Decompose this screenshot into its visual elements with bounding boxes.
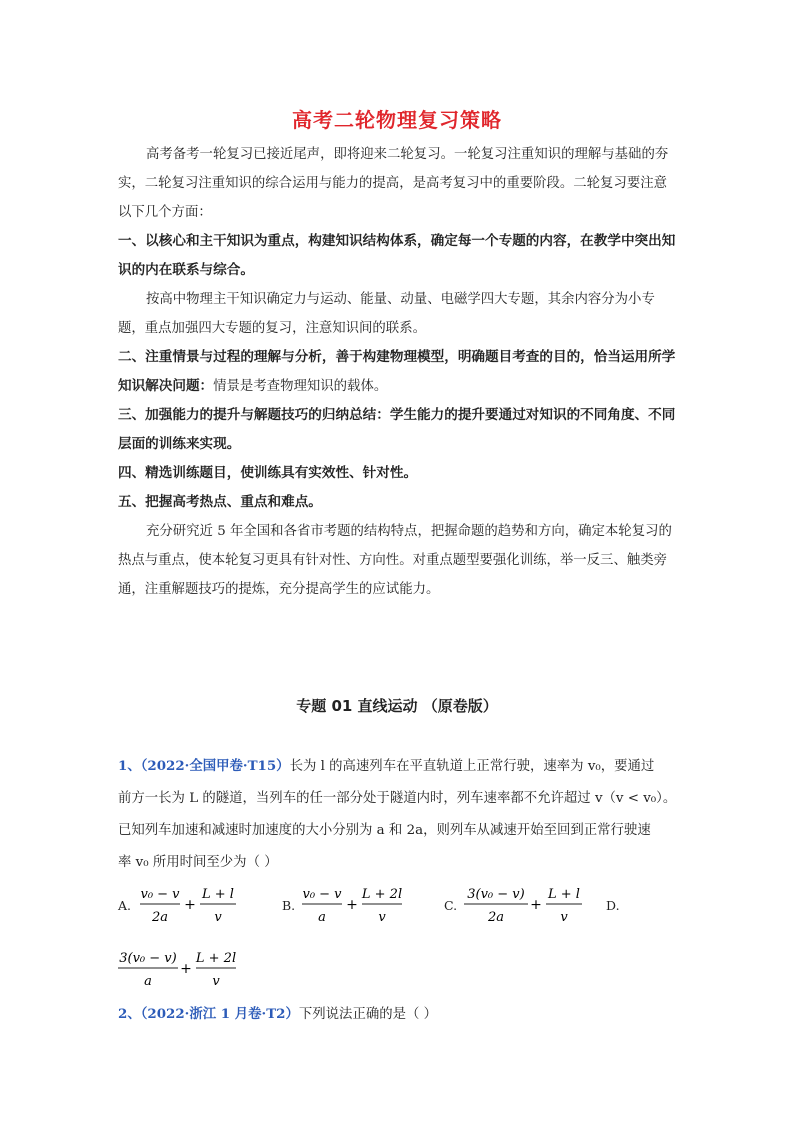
option-c-label: C. <box>444 898 458 913</box>
question-1-source: （2022·全国甲卷·T15） <box>140 758 290 774</box>
option-d-num1: 3(v₀ − v) <box>119 951 177 966</box>
svg-text:+: + <box>346 897 358 913</box>
option-b-label: B. <box>282 898 296 913</box>
option-b-formula <box>300 878 410 928</box>
page-title: 高考二轮物理复习策略 <box>292 108 502 132</box>
option-a-formula <box>138 878 248 928</box>
question-1 <box>118 750 678 879</box>
option-c-den2: v <box>560 910 568 925</box>
question-1-line-2: 前方一长为 L 的隧道，当列车的任一部分处于隧道内时，列车速率都不允许超过 v（v < v₀）。 <box>118 791 677 806</box>
point-2-tail: 情景是考查物理知识的载体。 <box>213 379 388 394</box>
option-d-den1: a <box>144 974 152 989</box>
question-1-number: 1、 <box>118 758 141 774</box>
option-c-num2: L + l <box>548 887 580 902</box>
point-3-heading: 三、加强能力的提升与解题技巧的归纳总结： <box>118 407 390 423</box>
option-c-formula <box>462 878 592 928</box>
option-d-den2: v <box>212 974 220 989</box>
option-a-num2: L + l <box>202 887 234 902</box>
point-2 <box>118 343 678 401</box>
option-b-den2: v <box>378 910 386 925</box>
option-a-label: A. <box>118 898 132 913</box>
svg-text:+: + <box>530 897 542 913</box>
option-c-den1: 2a <box>487 910 505 925</box>
svg-text:+: + <box>184 897 196 913</box>
point-5-heading: 五、把握高考热点、重点和难点。 <box>118 494 322 510</box>
point-4-heading: 四、精选训练题目，使训练具有实效性、针对性。 <box>118 465 418 481</box>
option-a-den1: 2a <box>151 910 169 925</box>
question-2-text: 下列说法正确的是（ ） <box>298 1007 438 1022</box>
option-c-num1: 3(v₀ − v) <box>467 887 525 902</box>
point-1-heading: 一、以核心和主干知识为重点，构建知识结构体系，确定每一个专题的内容，在教学中突出知识的内在联系与综合。 <box>118 233 676 278</box>
point-3 <box>118 401 678 459</box>
question-2 <box>118 1000 678 1029</box>
point-3-heading-2: 学生能力的提升要通过对知识的不同角度、不同层面的训练来实现。 <box>118 407 676 452</box>
option-b-num1: v₀ − v <box>302 887 342 902</box>
option-a-den2: v <box>214 910 222 925</box>
option-b-num2: L + 2l <box>361 887 403 902</box>
question-2-number: 2、 <box>118 1006 141 1022</box>
question-2-source: （2022·浙江 1 月卷·T2） <box>140 1006 299 1022</box>
option-d-num2: L + 2l <box>195 951 237 966</box>
point-1-body: 按高中物理主干知识确定力与运动、能量、动量、电磁学四大专题，其余内容分为小专题，重点加强四大专题的复习，注意知识间的联系。 <box>118 292 655 336</box>
intro-paragraph: 高考备考一轮复习已接近尾声，即将迎来二轮复习。一轮复习注重知识的理解与基础的夯实，二轮复习注重知识的综合运用与能力的提高，是高考复习中的重要阶段。二轮复习要注意以下几个方面： <box>118 147 669 220</box>
question-1-line-1: 长为 l 的高速列车在平直轨道上正常行驶，速率为 v₀，要通过 <box>289 759 655 774</box>
option-d-formula <box>116 942 246 992</box>
option-b-den1: a <box>318 910 326 925</box>
point-5-body: 充分研究近 5 年全国和各省市考题的结构特点，把握命题的趋势和方向，确定本轮复习的热点与重点，使本轮复习更具有针对性、方向性。对重点题型要强化训练，举一反三、触类旁通，注重解题技巧的提炼，充分提高学生的应试能力。 <box>118 524 672 597</box>
option-a-num1: v₀ − v <box>140 887 180 902</box>
question-1-line-4: 率 v₀ 所用时间至少为（ ） <box>118 855 278 870</box>
svg-text:+: + <box>180 961 192 977</box>
section-title: 专题 01 直线运动 （原卷版） <box>296 697 498 715</box>
option-d-label: D. <box>606 898 620 913</box>
question-1-line-3: 已知列车加速和减速时加速度的大小分别为 a 和 2a，则列车从减速开始至回到正常行驶速 <box>118 823 651 838</box>
point-2-heading: 二、注重情景与过程的理解与分析，善于构建物理模型，明确题目考查的目的，恰当运用所学知识解决问题： <box>118 349 676 394</box>
